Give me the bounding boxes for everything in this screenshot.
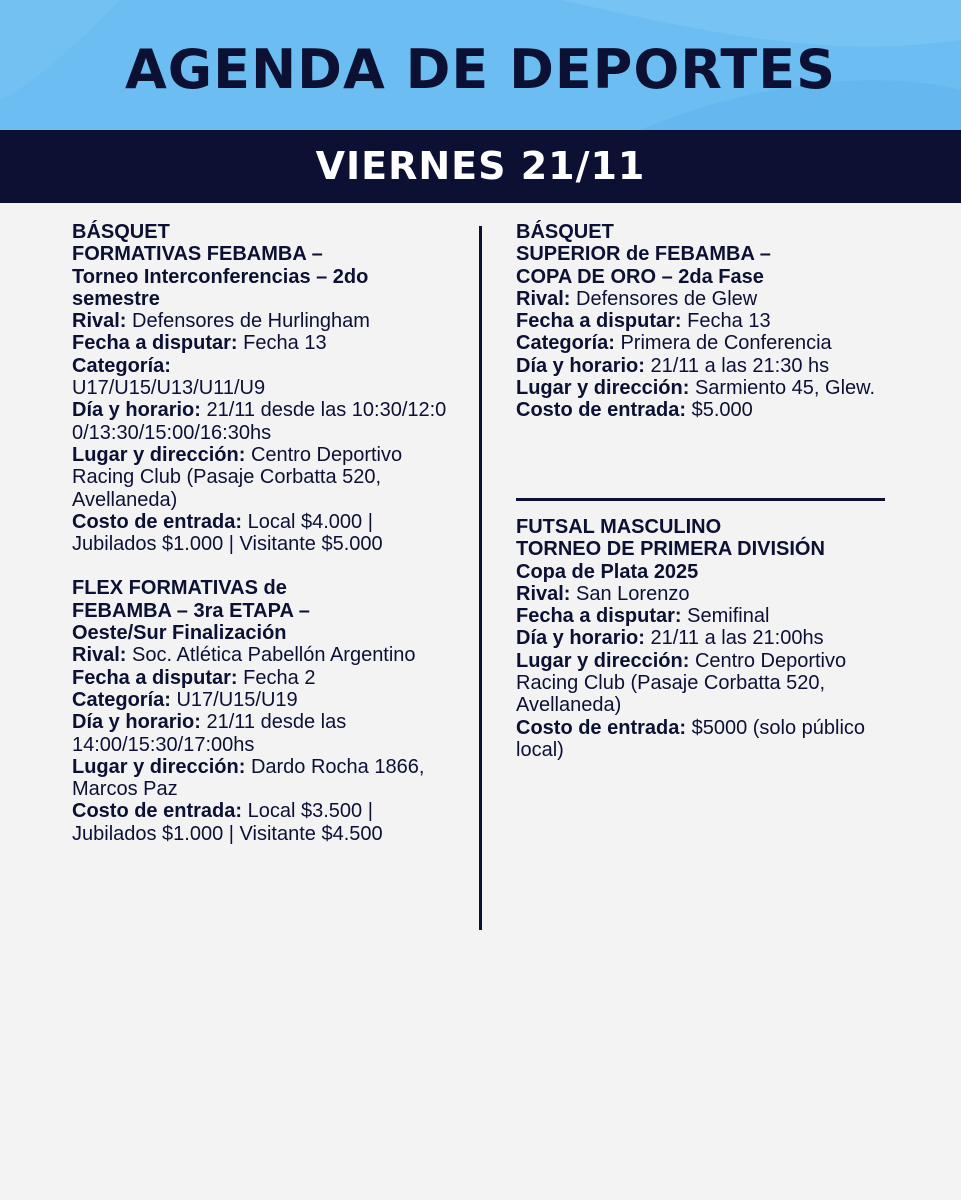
detail-row [72, 711, 456, 756]
event-title-line: TORNEO DE PRIMERA DIVISIÓN [516, 538, 825, 561]
detail-value: U17/U15/U13/U11/U9 [72, 377, 266, 400]
detail-row [72, 667, 456, 689]
detail-row [516, 583, 896, 605]
event-title-line: SUPERIOR de FEBAMBA – [516, 243, 771, 266]
event-title-line: Copa de Plata 2025 [516, 560, 699, 583]
detail-row [72, 689, 456, 711]
detail-row [516, 377, 896, 399]
detail-value: Dardo Rocha 1866, Marcos Paz [72, 755, 425, 801]
detail-label: Categoría: [72, 688, 171, 711]
event-block [72, 221, 456, 555]
detail-value: Soc. Atlética Pabellón Argentino [132, 644, 416, 667]
detail-value: 21/11 a las 21:30 hs [650, 354, 830, 377]
detail-label: Lugar y dirección: [72, 443, 246, 466]
detail-label: Costo de entrada: [72, 800, 243, 823]
detail-row [72, 444, 456, 511]
detail-value: Fecha 13 [687, 310, 771, 333]
detail-label: Costo de entrada: [516, 716, 687, 739]
detail-label: Fecha a disputar: [72, 332, 238, 355]
detail-value: Centro Deportivo Racing Club (Pasaje Corbatta 520, Avellaneda) [72, 443, 403, 511]
left-column [72, 221, 456, 845]
detail-label: Lugar y dirección: [72, 755, 246, 778]
detail-label: Costo de entrada: [516, 399, 687, 422]
detail-value: Sarmiento 45, Glew. [694, 377, 876, 400]
detail-label: Categoría: [72, 354, 171, 377]
detail-label: Rival: [516, 287, 571, 310]
event-title-line: Oeste/Sur Finalización [72, 622, 287, 645]
detail-row [72, 355, 456, 400]
detail-label: Rival: [72, 310, 127, 333]
detail-value: Fecha 13 [243, 332, 327, 355]
detail-value: $5.000 [691, 399, 753, 422]
header-banner [0, 0, 961, 130]
event-title-line: FLEX FORMATIVAS de [72, 577, 287, 600]
detail-value: 21/11 a las 21:00hs [650, 627, 824, 650]
detail-row [72, 756, 456, 801]
detail-label: Día y horario: [72, 399, 201, 422]
detail-label: Día y horario: [516, 354, 645, 377]
event-title-line: FUTSAL MASCULINO [516, 516, 722, 538]
detail-value: Fecha 2 [243, 666, 316, 689]
detail-label: Fecha a disputar: [72, 666, 238, 689]
detail-label: Fecha a disputar: [516, 310, 682, 333]
detail-label: Día y horario: [72, 711, 201, 734]
event-title-line: FEBAMBA – 3ra ETAPA – [72, 599, 310, 622]
detail-label: Rival: [72, 644, 127, 667]
detail-label: Lugar y dirección: [516, 377, 690, 400]
detail-label: Categoría: [516, 332, 615, 355]
detail-value: 21/11 desde las 10:30/12:00/13:30/15:00/16:30hs [72, 399, 447, 444]
detail-value: Local $3.500 | Jubilados $1.000 | Visitante $4.500 [72, 800, 383, 845]
detail-value: Defensores de Hurlingham [132, 310, 370, 333]
detail-row [516, 332, 896, 354]
detail-label: Costo de entrada: [72, 510, 243, 533]
detail-row [516, 605, 896, 627]
detail-row [72, 644, 456, 666]
detail-value: Local $4.000 | Jubilados $1.000 | Visitante $5.000 [72, 510, 383, 556]
detail-row [516, 627, 896, 649]
event-title-line: semestre [72, 287, 160, 310]
detail-row [72, 310, 456, 332]
event-title-line: BÁSQUET [516, 221, 614, 243]
detail-row [516, 355, 896, 377]
detail-value: 21/11 desde las 14:00/15:30/17:00hs [72, 711, 347, 756]
detail-row [72, 511, 456, 556]
detail-row [516, 717, 896, 762]
event-title-line: Torneo Interconferencias – 2do [72, 265, 369, 288]
detail-row [72, 332, 456, 354]
event-block [516, 516, 896, 761]
detail-label: Día y horario: [516, 627, 645, 650]
date-heading: VIERNES 21/11 [315, 144, 646, 188]
detail-row [516, 399, 896, 421]
detail-label: Lugar y dirección: [516, 649, 690, 672]
detail-label: Fecha a disputar: [516, 605, 682, 628]
event-title-line: BÁSQUET [72, 221, 170, 243]
event-title-line: COPA DE ORO – 2da Fase [516, 265, 764, 288]
detail-value: Centro Deportivo Racing Club (Pasaje Corbatta 520, Avellaneda) [516, 649, 847, 717]
detail-row [516, 650, 896, 717]
date-band [0, 130, 961, 203]
detail-value: $5000 (solo público local) [516, 716, 866, 761]
detail-label: Rival: [516, 582, 571, 605]
detail-value: Primera de Conferencia [620, 332, 832, 355]
right-column [516, 221, 896, 761]
detail-row [72, 399, 456, 444]
page-title: AGENDA DE DEPORTES [124, 38, 837, 101]
event-block [72, 577, 456, 845]
detail-row [516, 288, 896, 310]
detail-row [72, 800, 456, 845]
detail-row [516, 310, 896, 332]
event-block [516, 221, 896, 422]
detail-value: U17/U15/U19 [176, 688, 298, 711]
detail-value: Semifinal [687, 605, 770, 628]
detail-value: Defensores de Glew [576, 287, 758, 310]
detail-value: San Lorenzo [576, 582, 690, 605]
column-divider [479, 226, 482, 930]
event-title-line: FORMATIVAS FEBAMBA – [72, 243, 323, 266]
section-divider [516, 498, 885, 501]
